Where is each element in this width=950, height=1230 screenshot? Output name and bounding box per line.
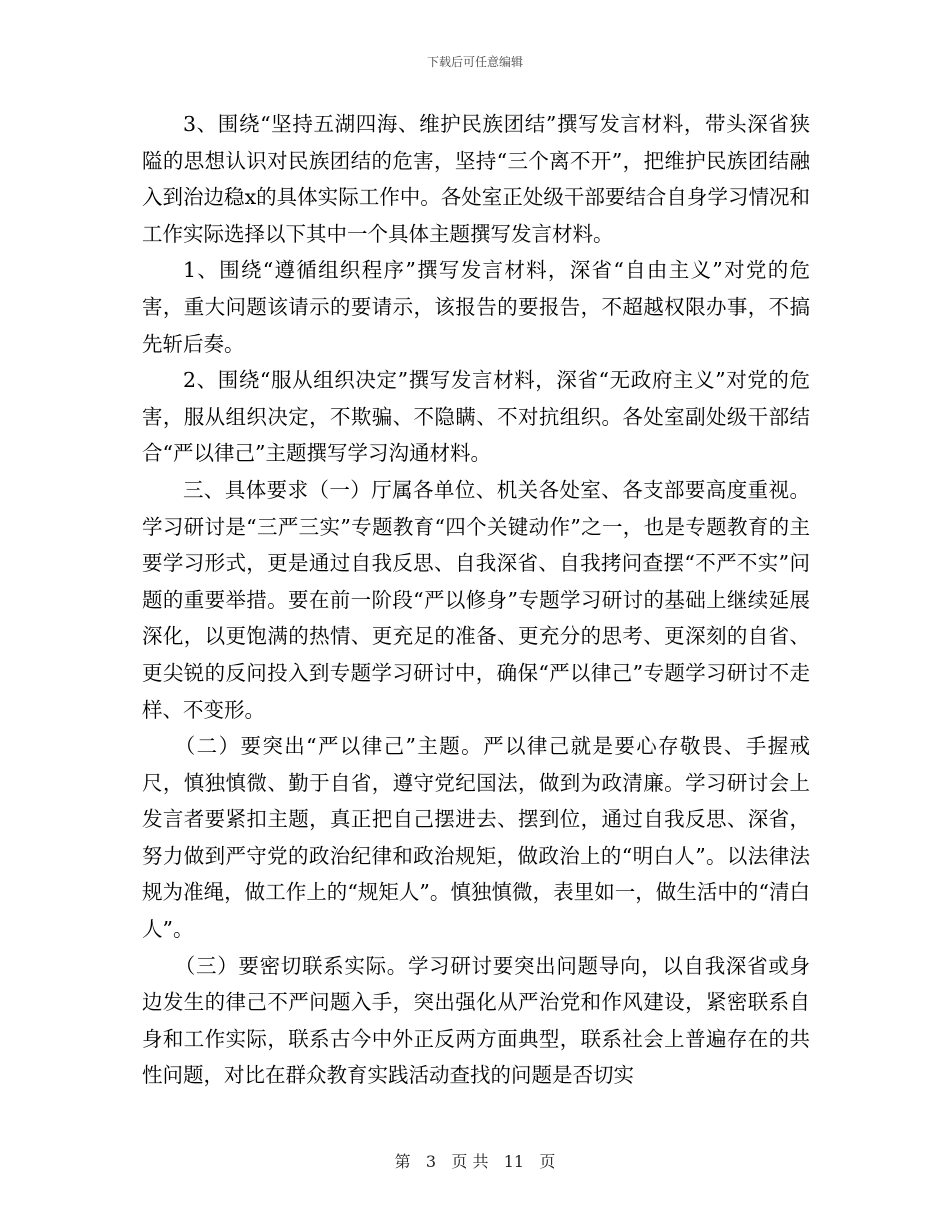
paragraph-highlight-theme: （二）要突出“严以律己”主题。严以律己就是要心存敬畏、手握戒尺，慎独慎微、勤于自省，遵守党纪国法，做到为政清廉。学习研讨会上发言者要紧扣主题，真正把自己摆进去、摆到位，通过自我反思、深省，努力做到严守党的政治纪律和政治规矩，做政治上的“明白人”。以法律法规为准绳，做工作上的“规矩人”。慎独慎微，表里如一，做生活中的“清白人”。: [142, 734, 810, 942]
paragraph-specific-requirements: 三、具体要求（一）厅属各单位、机关各处室、各支部要高度重视。学习研讨是“三严三实”专题教育“四个关键动作”之一，也是专题教育的主要学习形式，更是通过自我反思、自我深省、自我拷问查摆“不严不实”问题的重要举措。要在前一阶段“严以修身”专题学习研讨的基础上继续延展深化，以更饱满的热情、更充足的准备、更充分的思考、更深刻的自省、更尖锐的反问投入到专题学习研讨中，确保“严以律己”专题学习研讨不走样、不变形。: [142, 477, 810, 722]
header-note-text: 下载后可任意编辑: [426, 55, 523, 69]
document-body: [142, 106, 810, 1094]
paragraph-item-2: 2、围绕“服从组织决定”撰写发言材料，深省“无政府主义”对党的危害，服从组织决定，不欺骗、不隐瞒、不对抗组织。各处室副处级干部结合“严以律己”主题撰写学习沟通材料。: [142, 368, 810, 466]
footer-prefix: 第: [394, 1152, 411, 1171]
paragraph-item-3: 3、围绕“坚持五湖四海、维护民族团结”撰写发言材料，带头深省狭隘的思想认识对民族团结的危害，坚持“三个离不开”，把维护民族团结融入到治边稳x的具体实际工作中。各处室正处级干部要结合自身学习情况和工作实际选择以下其中一个具体主题撰写发言材料。: [142, 112, 810, 246]
footer-middle: 页 共: [451, 1152, 489, 1171]
footer-total-pages: 11: [503, 1152, 525, 1171]
footer-suffix: 页: [539, 1152, 556, 1171]
paragraph-link-practice: （三）要密切联系实际。学习研讨要突出问题导向，以自我深省或身边发生的律己不严问题入手，突出强化从严治党和作风建设，紧密联系自身和工作实际，联系古今中外正反两方面典型，联系社会上普遍存在的共性问题，对比在群众教育实践活动查找的问题是否切实: [142, 953, 810, 1088]
page-header-note: [0, 54, 950, 70]
page-footer: [0, 1152, 950, 1172]
footer-current-page: 3: [425, 1152, 437, 1171]
paragraph-item-1: 1、围绕“遵循组织程序”撰写发言材料，深省“自由主义”对党的危害，重大问题该请示的要请示，该报告的要报告，不超越权限办事，不搞先斩后奏。: [142, 258, 810, 356]
